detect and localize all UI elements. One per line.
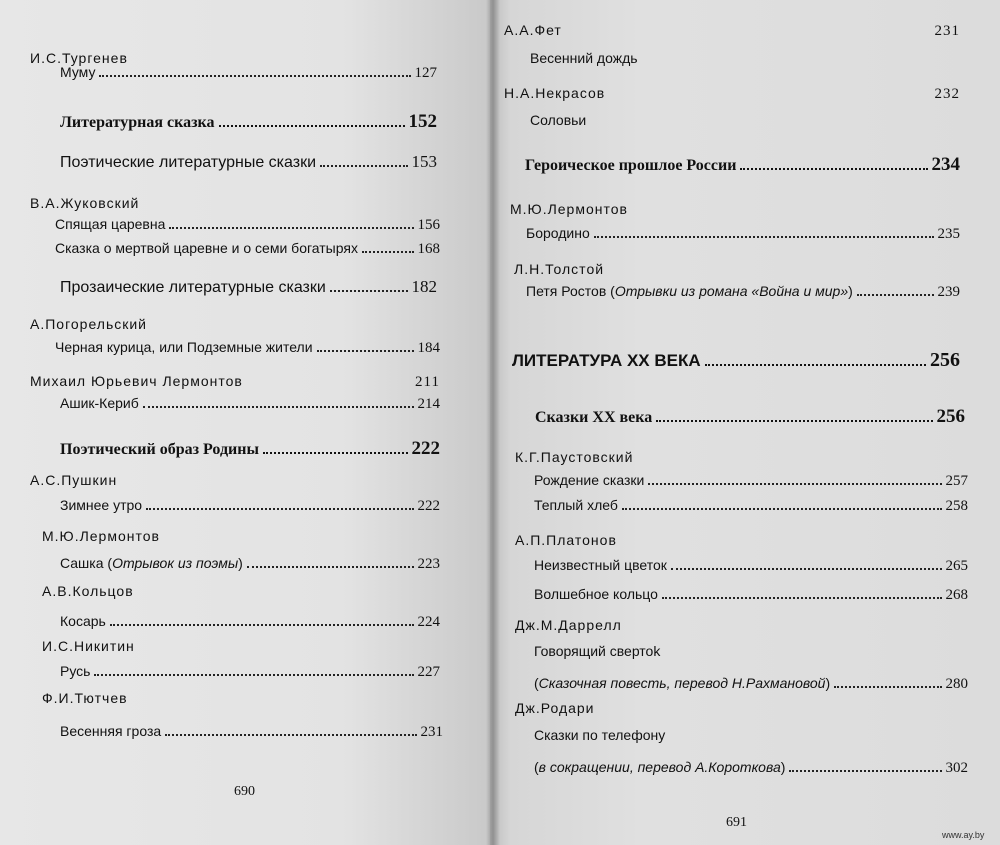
page-ref: 234 bbox=[931, 154, 960, 175]
toc-entry bbox=[534, 557, 968, 575]
toc-entry bbox=[55, 339, 440, 357]
entry-text: Спящая царевна bbox=[55, 216, 166, 232]
entry-text: Литературная сказка bbox=[60, 114, 215, 131]
entry-title bbox=[515, 449, 633, 465]
toc-entry bbox=[60, 663, 440, 681]
toc-entry bbox=[534, 675, 968, 693]
entry-text: М.Ю.Лермонтов bbox=[42, 528, 160, 544]
page-number-right: 691 bbox=[726, 815, 747, 830]
entry-text: А.В.Кольцов bbox=[42, 583, 134, 599]
entry-title bbox=[60, 613, 106, 629]
entry-text: А.С.Пушкин bbox=[30, 472, 118, 488]
entry-text: Ашик-Кериб bbox=[60, 395, 139, 411]
entry-title bbox=[60, 497, 142, 513]
entry-title bbox=[30, 373, 243, 389]
author-heading bbox=[30, 195, 440, 211]
entry-text: ( bbox=[534, 675, 539, 691]
right-page bbox=[490, 0, 1000, 845]
entry-text: В.А.Жуковский bbox=[30, 195, 140, 211]
entry-text: Дж.М.Даррелл bbox=[515, 617, 622, 633]
entry-title bbox=[526, 225, 590, 241]
page-ref: 239 bbox=[937, 284, 960, 300]
author-heading bbox=[42, 528, 440, 544]
entry-title bbox=[30, 472, 117, 488]
section-heading bbox=[60, 438, 440, 460]
page-ref: 222 bbox=[411, 438, 440, 459]
page-ref: 232 bbox=[934, 86, 960, 102]
page-ref: 231 bbox=[934, 23, 960, 39]
leader-dots bbox=[146, 508, 413, 510]
entry-title bbox=[30, 316, 147, 332]
entry-text: ЛИТЕРАТУРА XX ВЕКА bbox=[512, 351, 701, 370]
entry-text: Зимнее утро bbox=[60, 497, 143, 513]
entry-text: Черная курица, или Подземные жители bbox=[55, 339, 313, 355]
leader-dots bbox=[94, 674, 413, 676]
page-ref: 182 bbox=[411, 277, 437, 296]
entry-title bbox=[60, 279, 326, 297]
author-heading bbox=[515, 700, 968, 716]
entry-note: Отрывки из романа «Война и мир» bbox=[614, 283, 849, 299]
entry-text: Муму bbox=[60, 64, 96, 80]
entry-title bbox=[510, 201, 628, 217]
page-ref: 280 bbox=[945, 676, 968, 692]
page-ref: 156 bbox=[417, 217, 440, 233]
entry-note-close: ) bbox=[238, 555, 243, 571]
entry-text: И.С.Тургенев bbox=[30, 50, 128, 66]
entry-note-close: ) bbox=[825, 675, 831, 691]
entry-title bbox=[42, 690, 128, 706]
entry-title bbox=[530, 50, 638, 66]
entry-title bbox=[512, 351, 701, 371]
author-heading bbox=[514, 261, 960, 277]
entry-note-close: ) bbox=[780, 759, 786, 775]
page-ref: 184 bbox=[417, 340, 440, 356]
entry-text: А.А.Фет bbox=[504, 22, 562, 38]
entry-title bbox=[60, 154, 316, 172]
page-ref: 257 bbox=[945, 473, 968, 489]
entry-title bbox=[504, 22, 562, 38]
leader-dots bbox=[656, 420, 932, 422]
entry-text: А.П.Платонов bbox=[515, 532, 617, 548]
entry-title bbox=[60, 441, 259, 459]
entry-note: в сокращении, перевод А.Короткова bbox=[538, 759, 781, 775]
leader-dots bbox=[169, 227, 413, 229]
entry-text: ( bbox=[534, 759, 539, 775]
page-ref: 223 bbox=[417, 556, 440, 572]
entry-text: Героическое прошлое России bbox=[525, 157, 737, 174]
author-heading bbox=[515, 532, 968, 548]
entry-title bbox=[60, 114, 215, 132]
page-ref: 265 bbox=[945, 558, 968, 574]
author-heading bbox=[42, 583, 440, 599]
entry-title bbox=[42, 583, 134, 599]
toc-entry bbox=[530, 112, 960, 128]
leader-dots bbox=[110, 624, 414, 626]
entry-title bbox=[515, 532, 617, 548]
entry-title bbox=[530, 112, 586, 128]
entry-text: Волшебное кольцо bbox=[534, 586, 658, 602]
entry-text: Соловьи bbox=[530, 112, 587, 128]
entry-text: Л.Н.Толстой bbox=[514, 261, 605, 277]
page-ref: 268 bbox=[945, 587, 968, 603]
part-heading bbox=[512, 349, 960, 372]
section-heading bbox=[60, 111, 437, 133]
entry-text: Бородино bbox=[526, 225, 590, 241]
leader-dots bbox=[317, 350, 414, 352]
entry-text: Сказки XX века bbox=[535, 409, 653, 426]
author-heading bbox=[515, 617, 968, 633]
entry-text: К.Г.Паустовский bbox=[515, 449, 634, 465]
toc-entry-title bbox=[534, 727, 968, 743]
entry-text: Неизвестный цветок bbox=[534, 557, 667, 573]
toc-entry bbox=[534, 759, 968, 777]
entry-title bbox=[60, 663, 90, 679]
toc-entry bbox=[60, 555, 440, 573]
leader-dots bbox=[648, 483, 941, 485]
author-heading bbox=[42, 638, 440, 654]
page-ref: 152 bbox=[408, 111, 437, 132]
author-heading bbox=[510, 201, 960, 217]
toc-entry-title bbox=[534, 643, 968, 659]
entry-text: Косарь bbox=[60, 613, 106, 629]
entry-title bbox=[534, 759, 785, 775]
entry-title bbox=[534, 675, 830, 691]
entry-title bbox=[515, 700, 595, 716]
toc-entry bbox=[55, 240, 440, 258]
entry-text: Поэтический образ Родины bbox=[60, 441, 259, 458]
entry-title bbox=[534, 497, 618, 513]
entry-title bbox=[525, 157, 736, 175]
page-ref: 153 bbox=[411, 152, 437, 171]
entry-title bbox=[534, 472, 644, 488]
entry-title bbox=[55, 240, 358, 256]
page-ref: 224 bbox=[417, 614, 440, 630]
entry-title bbox=[535, 409, 652, 427]
entry-title bbox=[534, 643, 660, 659]
author-heading bbox=[30, 472, 440, 488]
toc-entry bbox=[534, 472, 968, 490]
page-ref: 168 bbox=[417, 241, 440, 257]
page-number-left: 690 bbox=[234, 784, 255, 799]
author-heading bbox=[30, 316, 440, 332]
leader-dots bbox=[219, 125, 405, 127]
leader-dots bbox=[857, 294, 934, 296]
entry-title bbox=[42, 528, 160, 544]
entry-text: Рождение сказки bbox=[534, 472, 645, 488]
entry-text: Поэтические литературные сказки bbox=[60, 154, 317, 171]
leader-dots bbox=[622, 508, 942, 510]
toc-entry bbox=[60, 723, 443, 741]
toc-entry bbox=[534, 497, 968, 515]
subsection-heading bbox=[60, 152, 437, 172]
subsection-heading bbox=[60, 277, 437, 297]
page-ref: 214 bbox=[417, 396, 440, 412]
leader-dots bbox=[330, 290, 408, 292]
entry-title bbox=[55, 339, 313, 355]
author-heading bbox=[504, 85, 960, 103]
section-heading bbox=[535, 406, 965, 428]
entry-title bbox=[534, 727, 665, 743]
author-heading bbox=[30, 373, 440, 391]
entry-title bbox=[55, 216, 165, 232]
toc-entry bbox=[60, 613, 440, 631]
entry-title bbox=[30, 195, 139, 211]
leader-dots bbox=[740, 168, 927, 170]
toc-entry bbox=[55, 216, 440, 234]
leader-dots bbox=[834, 686, 941, 688]
leader-dots bbox=[320, 165, 407, 167]
page-ref: 256 bbox=[930, 349, 960, 371]
entry-title bbox=[60, 64, 95, 80]
left-page bbox=[0, 0, 490, 845]
page-ref: 256 bbox=[936, 406, 965, 427]
entry-text: А.Погорельский bbox=[30, 316, 147, 332]
entry-text: Сказка о мертвой царевне и о семи богатырях bbox=[55, 240, 358, 256]
page-ref: 227 bbox=[417, 664, 440, 680]
entry-text: Теплый хлеб bbox=[534, 497, 618, 513]
page-ref: 231 bbox=[420, 724, 443, 740]
entry-text: Михаил Юрьевич Лермонтов bbox=[30, 373, 243, 389]
watermark: www.ay.by bbox=[942, 830, 985, 840]
page-ref: 258 bbox=[945, 498, 968, 514]
leader-dots bbox=[165, 734, 416, 736]
page-ref: 235 bbox=[937, 226, 960, 242]
entry-title bbox=[534, 586, 658, 602]
entry-title bbox=[60, 723, 161, 739]
entry-note: Отрывок из поэмы bbox=[112, 555, 239, 571]
entry-title bbox=[514, 261, 604, 277]
book-gutter bbox=[486, 0, 500, 845]
leader-dots bbox=[362, 251, 414, 253]
entry-text: Говорящий свертоk bbox=[534, 643, 661, 659]
entry-text: Весенний дождь bbox=[530, 50, 638, 66]
leader-dots bbox=[671, 568, 942, 570]
entry-text: Петя Ростов ( bbox=[526, 283, 615, 299]
entry-note: Сказочная повесть, перевод Н.Рахмановой bbox=[538, 675, 826, 691]
leader-dots bbox=[247, 566, 414, 568]
author-heading bbox=[515, 449, 968, 465]
author-heading bbox=[504, 22, 960, 40]
leader-dots bbox=[143, 406, 414, 408]
section-heading bbox=[525, 154, 960, 176]
entry-note-close: ) bbox=[848, 283, 853, 299]
leader-dots bbox=[789, 770, 941, 772]
entry-title bbox=[534, 557, 667, 573]
toc-entry bbox=[534, 586, 968, 604]
entry-text: Прозаические литературные сказки bbox=[60, 279, 326, 296]
entry-text: Русь bbox=[60, 663, 91, 679]
entry-text: Сашка ( bbox=[60, 555, 113, 571]
toc-entry bbox=[526, 225, 960, 243]
entry-text: Сказки по телефону bbox=[534, 727, 666, 743]
page-ref: 222 bbox=[417, 498, 440, 514]
entry-text: Весенняя гроза bbox=[60, 723, 162, 739]
entry-title bbox=[60, 555, 243, 571]
toc-entry bbox=[60, 64, 437, 82]
entry-title bbox=[504, 85, 605, 101]
toc-entry bbox=[60, 497, 440, 515]
toc-entry bbox=[526, 283, 960, 301]
toc-entry bbox=[530, 50, 960, 66]
leader-dots bbox=[594, 236, 934, 238]
page-ref: 211 bbox=[415, 374, 440, 390]
leader-dots bbox=[263, 452, 408, 454]
leader-dots bbox=[705, 364, 926, 366]
entry-text: Ф.И.Тютчев bbox=[42, 690, 128, 706]
entry-text: И.С.Никитин bbox=[42, 638, 135, 654]
entry-text: Н.А.Некрасов bbox=[504, 85, 606, 101]
leader-dots bbox=[99, 75, 410, 77]
author-heading bbox=[42, 690, 440, 706]
leader-dots bbox=[662, 597, 942, 599]
entry-title bbox=[526, 283, 853, 299]
page-ref: 302 bbox=[945, 760, 968, 776]
entry-title bbox=[515, 617, 622, 633]
entry-text: Дж.Родари bbox=[515, 700, 595, 716]
entry-text: М.Ю.Лермонтов bbox=[510, 201, 628, 217]
entry-title bbox=[60, 395, 139, 411]
entry-title bbox=[42, 638, 135, 654]
page-ref: 127 bbox=[414, 65, 437, 81]
toc-entry bbox=[60, 395, 440, 413]
